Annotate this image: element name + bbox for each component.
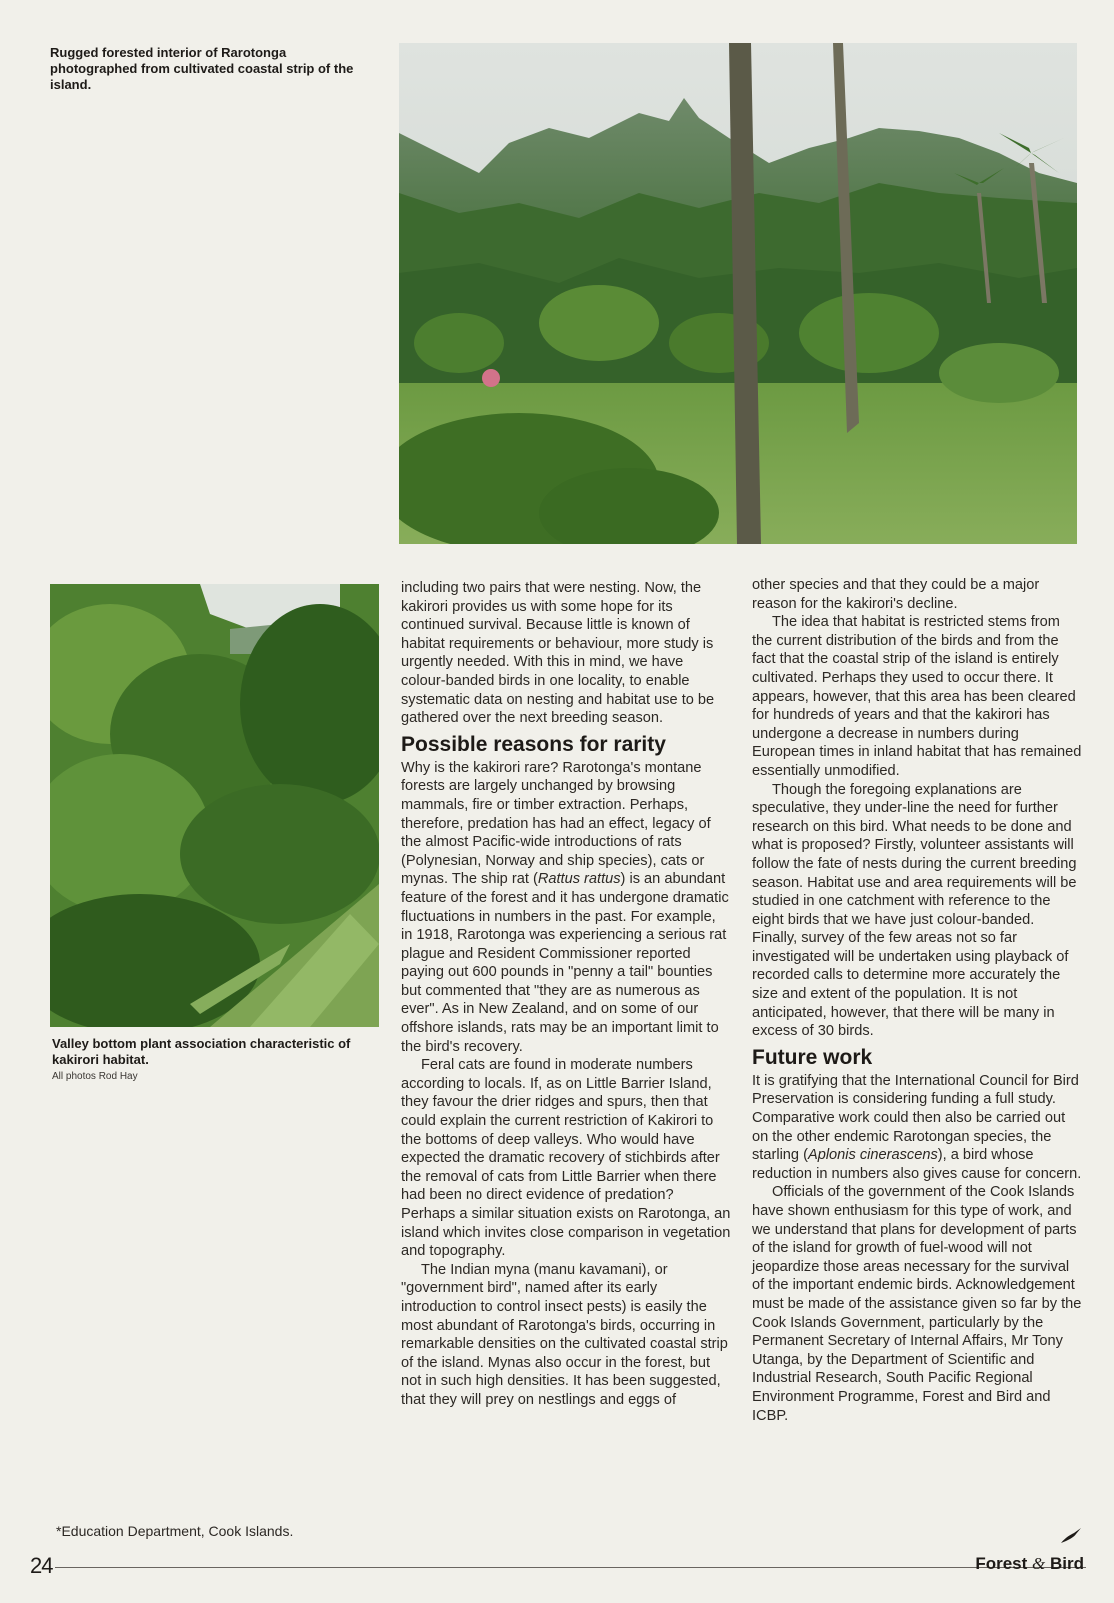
magazine-name: Forest & Bird xyxy=(975,1554,1084,1573)
paragraph: other species and that they could be a major reason for the kakirori's decline. xyxy=(752,577,1040,612)
paragraph: Why is the kakirori rare? Rarotonga's montane forests are largely unchanged by browsing mammals, fire or timber extraction. Perhaps, therefore, predation has had an effect, legacy of the almost Pacific-wide introductions of rats (Polynesian, Norway and ship species), cats or mynas. The ship rat (Rattus rattus) is an abundant feature of the forest and it has undergone dramatic fluctuations in numbers in the past. For example, in 1918, Rarotonga was experiencing a serious rat plague and Resident Commissioner reported paying out 600 pounds in "penny a tail" bounties but commented that "they are as numerous as ever". As in New Zealand, and on some of our offshore islands, rats may be an important limit to the bird's recovery. xyxy=(401,759,729,1055)
paragraph: including two pairs that were nesting. Now, the kakirori provides us with some hope for its continued survival. Because little is known of habitat requirements or behaviour, more study is urgently needed. With this in mind, we have colour-banded birds in one locality, to enable systematic data on nesting and habitat use to be gathered over the next breeding season. xyxy=(401,580,715,727)
section-heading: Possible reasons for rarity xyxy=(401,732,666,756)
paragraph: Though the foregoing explanations are speculative, they under-line the need for further research on this bird. What needs to be done and what is proposed? Firstly, volunteer assistants will follow the fate of nests during the current breeding season. Habitat use and area requirements will be studied in one catchment with reference to the eight birds that we have just colour-banded. Finally, survey of the few areas not so far investigated will be undertaken using playback of recorded calls to determine more accurately the size and extent of the population. It is not anticipated, however, that there will be many in excess of 30 birds. xyxy=(752,781,1077,1040)
paragraph: Officials of the government of the Cook Islands have shown enthusiasm for this type of work, and we understand that plans for development of parts of the island for growth of fuel-wood will not jeopardize those areas necessary for the survival of the important endemic birds. Acknowledgement must be made of the assistance given so far by the Cook Islands Government, particularly by the Permanent Secretary of Internal Affairs, Mr Tony Utanga, by the Department of Scientific and Industrial Research, South Pacific Regional Environment Programme, Forest and Bird and ICBP. xyxy=(752,1184,1082,1424)
footer-rule xyxy=(55,1567,1086,1568)
bird-icon xyxy=(1060,1527,1082,1545)
side-photo-caption: Valley bottom plant association characteristic of kakirori habitat. xyxy=(52,1036,351,1067)
photo-credit: All photos Rod Hay xyxy=(52,1071,138,1082)
paragraph: Feral cats are found in moderate numbers according to locals. If, as on Little Barrier Island, they favour the drier ridges and spurs, then that could explain the current restriction of Kakirori to the bottoms of deep valleys. Who would have expected the dramatic recovery of stichbirds after the removal of cats from Little Barrier when there had been no direct evidence of predation? Perhaps a similar situation exists on Rarotonga, an island which invites close comparison in vegetation and topography. xyxy=(401,1057,731,1260)
top-photo-caption: Rugged forested interior of Rarotonga photographed from cultivated coastal strip of the island. xyxy=(50,45,354,92)
author-footnote: *Education Department, Cook Islands. xyxy=(56,1523,294,1539)
paragraph: It is gratifying that the International Council for Bird Preservation is considering funding a full study. Comparative work could then also be carried out on the other endemic Rarotongan species, the starling (Aplonis cinerascens), a bird whose reduction in numbers also gives cause for concern. xyxy=(752,1072,1082,1182)
paragraph: The idea that habitat is restricted stems from the current distribution of the birds and from the fact that the coastal strip of the island is entirely cultivated. Perhaps they used to occur there. It appears, however, that this area has been cleared for hundreds of years and that the kakirori has undergone a decrease in numbers during European times in inland habitat that has remained essentially unmodified. xyxy=(752,614,1082,779)
right-column xyxy=(752,576,1082,1425)
valley-bottom-photo xyxy=(50,584,379,1027)
section-heading: Future work xyxy=(752,1045,873,1069)
page-number: 24 xyxy=(30,1553,53,1578)
rarotonga-interior-photo xyxy=(399,43,1077,544)
paragraph: The Indian myna (manu kavamani), or "government bird", named after its early introduction to control insect pests) is easily the most abundant of Rarotonga's birds, occurring in remarkable densities on the cultivated coastal strip of the island. Mynas also occur in the forest, but not in such high densities. It has been suggested, that they will prey on nestlings and eggs of xyxy=(401,1261,728,1408)
middle-column xyxy=(401,579,731,1410)
